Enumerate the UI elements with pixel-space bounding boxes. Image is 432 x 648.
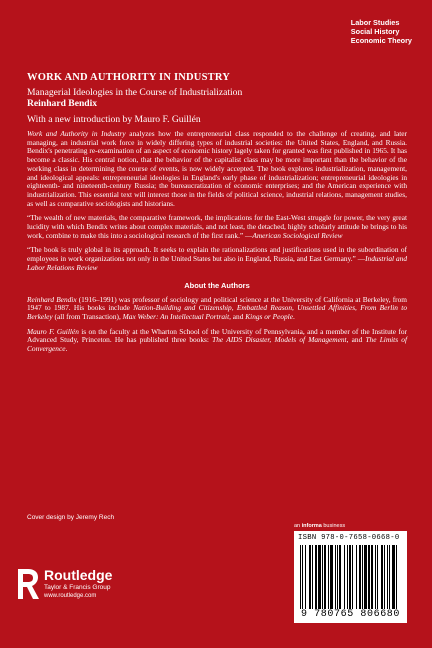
introduction-credit: With a new introduction by Mauro F. Guillén <box>27 114 201 125</box>
quote-source: American Sociological Review <box>252 230 343 240</box>
barcode-bar <box>349 545 351 609</box>
informa-prefix: an <box>294 523 302 529</box>
barcode-bar <box>315 545 317 609</box>
informa-tagline <box>294 523 345 529</box>
barcode-bar <box>344 545 345 609</box>
description-text: analyzes how the entrepreneurial class responded to the challenge of creating, and later managing, an industrial work force in widely differing types of industrial societies: the United States, England, and Russia. Bendix's penetrating re-examination of an aspect of economic history lagely taken for granted was first published in 1965. It has become a classic. His central notion, that the behavior of the capitalist class may be more important than the behavior of the working class in determining the course of events, is now widely accepted. The book explores industrialization, management, and ideological appeals: entrepreneurial ideologies in England's early phase of industrialization; entrepreneurial ideologies in eighteenth- and nineteenth-century Russia; the bureaucratization of economic enterprises; and the American experience with industrialization. This essential text will interest those in the fields of political science, industrial relations, management studies, as well as comparative sociologists and historians. <box>27 129 408 208</box>
isbn-label: ISBN 978-0-7658-0668-0 <box>298 534 400 542</box>
barcode-bar <box>352 545 353 609</box>
barcode-bar <box>335 545 336 609</box>
barcode-bar <box>337 545 338 609</box>
barcode-bar <box>377 545 378 609</box>
bio-books: Max Weber: An Intellectual Portrait <box>122 311 230 321</box>
bio-books: Kings or People <box>245 311 293 321</box>
bio-text: is on the faculty at the Wharton School of the University of Pennsylvania, and a member of the Institute for Advanced Study, Princeton. He has published three books: <box>27 326 408 345</box>
bio-text: . <box>65 344 68 354</box>
barcode-bar <box>359 545 361 609</box>
routledge-logo-icon <box>14 565 40 606</box>
publisher-group: Taylor & Francis Group <box>44 584 111 591</box>
barcode-bar <box>322 545 323 609</box>
book-subtitle: Managerial Ideologies in the Course of Industrialization <box>27 87 243 98</box>
barcode-digits: 9 780765 806680 <box>300 609 400 620</box>
barcode-bar <box>339 545 341 609</box>
subject-categories <box>351 18 412 45</box>
barcode-bar <box>312 545 313 609</box>
barcode-bar <box>309 545 311 609</box>
about-authors-heading: About the Authors <box>184 280 250 290</box>
bio-text: (all from Transaction), <box>52 311 123 321</box>
bio-text: (1916–1991) was professor of sociology and political science at the University of California at Berkeley, from 1947 to 1987. His books include <box>27 294 407 313</box>
barcode-bar <box>362 545 363 609</box>
review-quote-2 <box>27 246 407 272</box>
bio-bendix <box>27 296 407 322</box>
subject-labor-studies: Labor Studies <box>350 18 400 27</box>
barcode-bar <box>330 545 333 609</box>
bio-books: The AIDS Disaster, Models of Management <box>212 335 347 345</box>
bio-text: , and <box>346 335 366 345</box>
barcode-bar <box>324 545 326 609</box>
barcode-bar <box>375 545 376 609</box>
barcode-bar <box>368 545 370 609</box>
informa-suffix: business <box>321 523 346 529</box>
barcode-bar <box>364 545 367 609</box>
barcode-icon <box>300 545 401 609</box>
barcode-bar <box>356 545 357 609</box>
bio-text: , and <box>229 311 246 321</box>
informa-brand: informa <box>301 523 322 529</box>
book-author: Reinhard Bendix <box>27 98 98 109</box>
bio-name: Reinhard Bendix <box>27 294 77 304</box>
barcode-bar <box>371 545 373 609</box>
barcode-bar <box>302 545 303 609</box>
barcode-bar <box>389 545 390 609</box>
barcode-bar <box>384 545 385 609</box>
barcode-bar <box>300 545 301 609</box>
barcode-bar <box>305 545 306 609</box>
bio-books: Nation-Building and Citizenship, Embattled Reason, Unsettled Affinities, From Berlin to Berkeley <box>27 303 407 321</box>
barcode-bar <box>392 545 395 609</box>
barcode-bar <box>347 545 348 609</box>
publisher-name: Routledge <box>44 567 113 583</box>
publisher-url: www.routledge.com <box>44 593 97 599</box>
bio-name: Mauro F. Guillén <box>27 326 79 336</box>
book-description <box>27 130 407 208</box>
publisher-block <box>44 568 112 601</box>
review-quote-1 <box>27 214 407 240</box>
barcode-bar <box>328 545 329 609</box>
barcode-bar <box>318 545 321 609</box>
bio-guillen <box>27 328 407 354</box>
subject-social-history: Social History <box>350 27 400 36</box>
barcode-bar <box>381 545 383 609</box>
bio-books: The Limits of Convergence <box>27 335 407 354</box>
barcode-bar <box>396 545 397 609</box>
cover-design-credit: Cover design by Jeremy Rech <box>27 514 115 521</box>
barcode-panel <box>294 531 407 623</box>
book-title: WORK AND AUTHORITY IN INDUSTRY <box>27 72 231 83</box>
quote-text: “The book is truly global in its approach. It seeks to explain the rationalizations and justifications used in the subordination of employees in work organizations not only in the United States but also in England, Russia, and East Germany.” — <box>27 245 407 264</box>
back-cover-content <box>27 72 407 360</box>
subject-economic-theory: Economic Theory <box>350 36 412 45</box>
quote-text: “The wealth of new materials, the comparative framework, the implications for the East-West struggle for power, the very great lucidity with which Bendix writes about complex materials, and not least, the detached, highly scholarly attitude he brings to his work, combine to make this into a sociological research of the first rank.” — <box>27 213 407 240</box>
quote-source: Industrial and Labor Relations Review <box>27 254 408 272</box>
bio-text: . <box>292 311 295 321</box>
barcode-bar <box>387 545 388 609</box>
description-title: Work and Authority in Industry <box>27 129 126 138</box>
